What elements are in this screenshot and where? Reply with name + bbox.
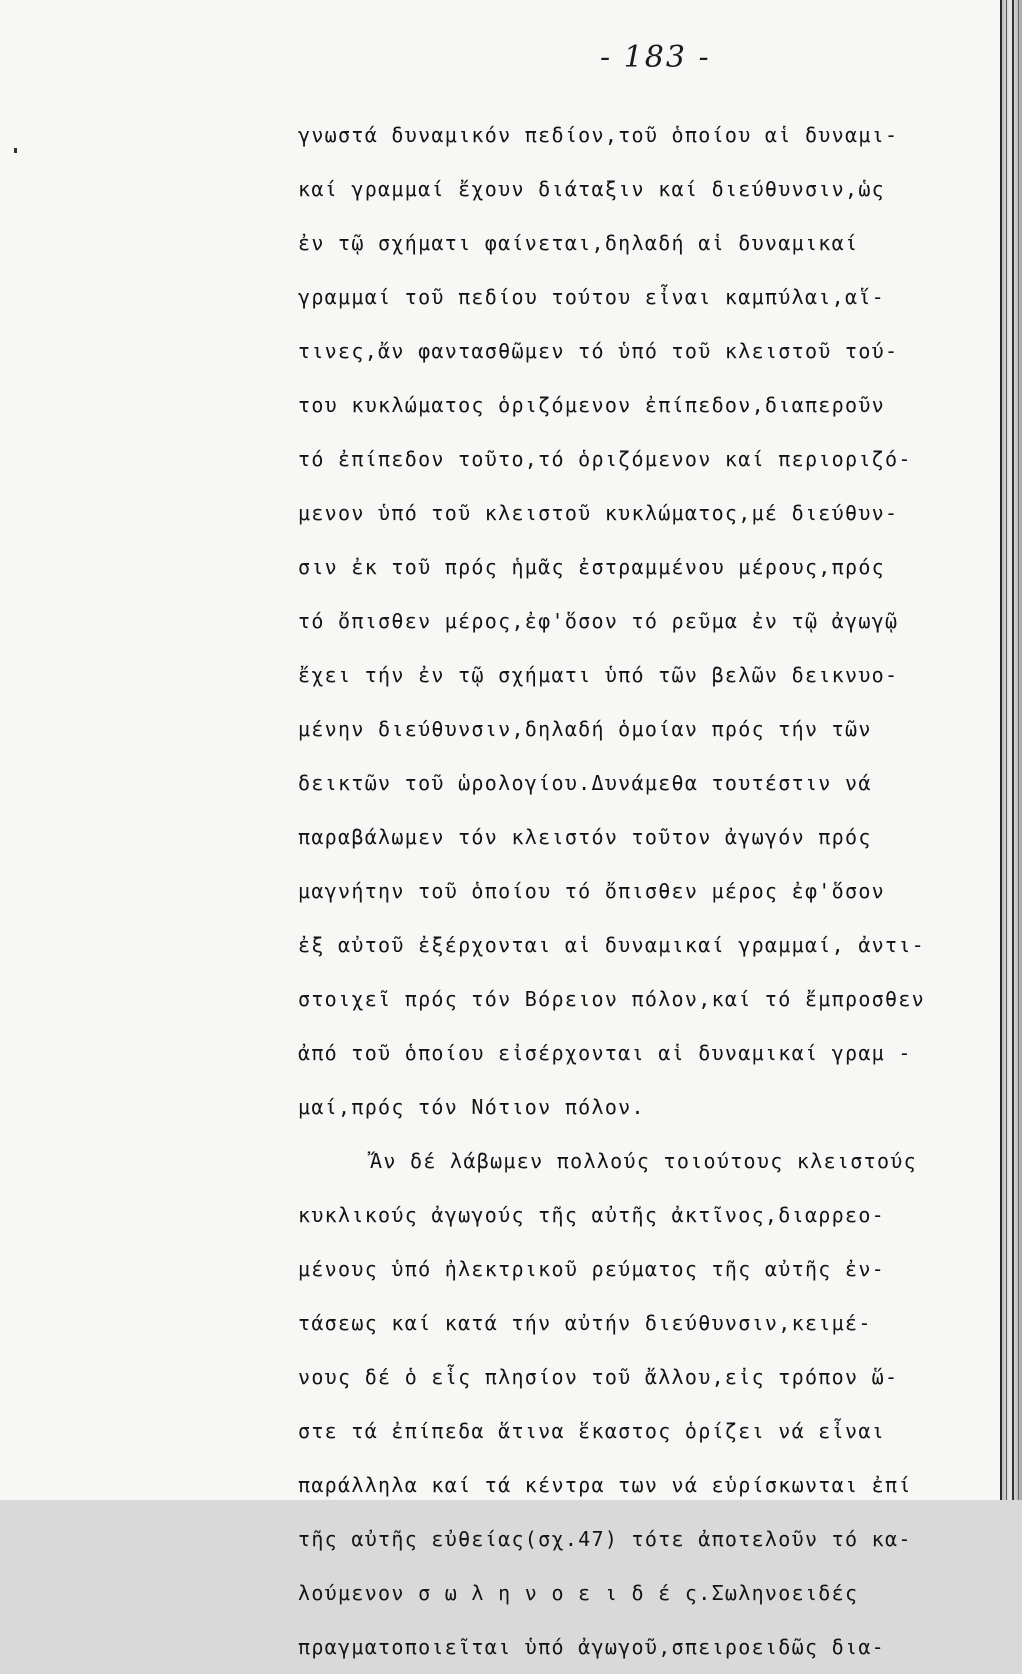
text-line: μένους ὑπό ἠλεκτρικοῦ ρεύματος τῆς αὐτῆς ἐν- [298,1257,886,1281]
text-line: παράλληλα καί τά κέντρα των νά εὑρίσκωνται ἐπί [298,1473,912,1497]
paragraph-start-line: Ἄν δέ λάβωμεν πολλούς τοιούτους κλειστούς [370,1149,917,1173]
text-line: πραγματοποιεῖται ὑπό ἀγωγοῦ,σπειροειδῶς δια- [298,1635,886,1659]
page-edge-line [1006,0,1007,1500]
text-line: τάσεως καί κατά τήν αὐτήν διεύθυνσιν,κειμέ- [298,1311,872,1335]
text-line: σιν ἐκ τοῦ πρός ἡμᾶς ἐστραμμένου μέρους,πρός [298,555,886,579]
text-line: λούμενον σ ω λ η ν ο ε ι δ έ ς.Σωληνοειδές [298,1581,859,1605]
text-line: ἀπό τοῦ ὁποίου εἰσέρχονται αἱ δυναμικαί γραμ - [298,1041,912,1065]
text-line: τό ὄπισθεν μέρος,ἐφ'ὅσον τό ρεῦμα ἐν τῷ ἀγωγῷ [298,609,899,633]
page-edge-line [1018,0,1019,1500]
page-number: - 183 - [600,40,711,75]
text-line: μαγνήτην τοῦ ὁποίου τό ὄπισθεν μέρος ἐφ'ὅσον [298,879,886,903]
text-line: κυκλικούς ἀγωγούς τῆς αὐτῆς ἀκτῖνος,διαρρεο- [298,1203,886,1227]
text-line: τό ἐπίπεδον τοῦτο,τό ὁριζόμενον καί περιοριζό- [298,447,912,471]
text-line: ἐν τῷ σχήματι φαίνεται,δηλαδή αἱ δυναμικαί [298,231,859,255]
text-line: καί γραμμαί ἔχουν διάταξιν καί διεύθυνσιν,ὡς [298,177,886,201]
text-line: τῆς αὐτῆς εὐθείας(σχ.47) τότε ἀποτελοῦν τό κα- [298,1527,912,1551]
page-edge-line [1000,0,1002,1500]
text-line: μαί,πρός τόν Νότιον πόλον. [298,1095,645,1119]
text-line: νους δέ ὁ εἷς πλησίον τοῦ ἄλλου,εἰς τρόπον ὥ- [298,1365,899,1389]
text-line: τινες,ἄν φαντασθῶμεν τό ὑπό τοῦ κλειστοῦ τού- [298,339,899,363]
page-edge-line [1012,0,1014,1500]
text-line: μενον ὑπό τοῦ κλειστοῦ κυκλώματος,μέ διεύθυν- [298,501,899,525]
text-line: στε τά ἐπίπεδα ἅτινα ἕκαστος ὁρίζει νά εἶναι [298,1419,886,1443]
text-line: ἔχει τήν ἐν τῷ σχήματι ὑπό τῶν βελῶν δεικνυο- [298,663,899,687]
text-line: παραβάλωμεν τόν κλειστόν τοῦτον ἀγωγόν πρός [298,825,872,849]
text-line: γραμμαί τοῦ πεδίου τούτου εἶναι καμπύλαι,αἵ- [298,285,886,309]
body-text [298,108,938,1674]
text-line: δεικτῶν τοῦ ὡρολογίου.Δυνάμεθα τουτέστιν νά [298,771,872,795]
text-line: ἐξ αὐτοῦ ἐξέρχονται αἱ δυναμικαί γραμμαί, ἀντι- [298,933,926,957]
margin-mark [14,148,17,153]
text-line: του κυκλώματος ὁριζόμενον ἐπίπεδον,διαπεροῦν [298,393,886,417]
text-line: στοιχεῖ πρός τόν Βόρειον πόλον,καί τό ἔμπροσθεν [298,987,926,1011]
text-line: γνωστά δυναμικόν πεδίον,τοῦ ὁποίου αἱ δυναμι- [298,123,899,147]
text-line: μένην διεύθυνσιν,δηλαδή ὁμοίαν πρός τήν τῶν [298,717,872,741]
